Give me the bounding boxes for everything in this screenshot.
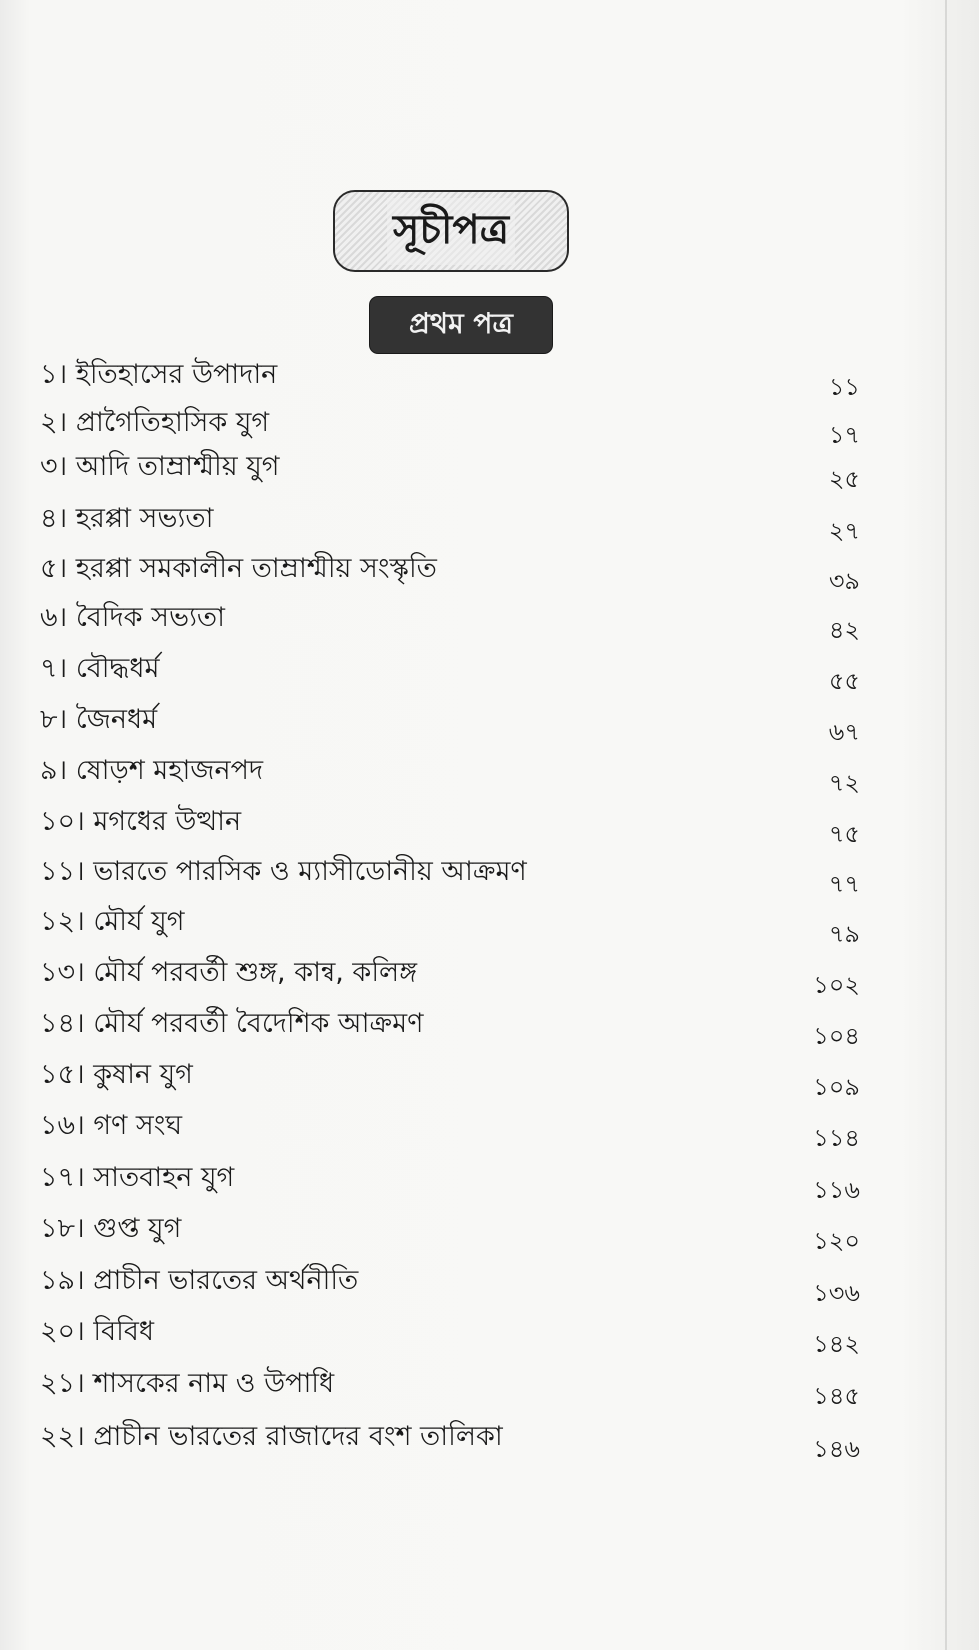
entry-title: মৌর্য পরবর্তী বৈদেশিক আক্রমণ: [93, 1008, 424, 1039]
toc-entry: [40, 852, 860, 898]
entry-title: ইতিহাসের উপাদান: [75, 359, 278, 390]
entry-title: ভারতে পারসিক ও ম্যাসীডোনীয় আক্রমণ: [93, 856, 527, 887]
page-title: সূচীপত্র: [387, 198, 515, 265]
entry-number: ৯।: [40, 755, 68, 786]
entry-number: ১০।: [40, 806, 85, 837]
entry-page: ১১৪: [813, 1124, 860, 1152]
entry-number: ১৭।: [40, 1162, 85, 1193]
entry-page: ১৪৬: [813, 1435, 860, 1463]
toc-entry: [40, 751, 860, 797]
entry-page: ১৭: [828, 421, 860, 449]
entry-number: ১৯।: [40, 1265, 85, 1296]
entry-page: ১৩৬: [813, 1279, 860, 1307]
entry-number: ১৩।: [40, 957, 85, 988]
entry-number: ১১।: [40, 856, 85, 887]
entry-number: ৫।: [40, 553, 68, 584]
entry-page: ২৭: [828, 517, 860, 545]
entry-title: সাতবাহন যুগ: [93, 1162, 235, 1193]
toc-entry: [40, 1004, 860, 1050]
toc-entry: [40, 700, 860, 746]
entry-title: জৈনধর্ম: [75, 704, 158, 735]
entry-title: বিবিধ: [93, 1316, 155, 1347]
toc-entry: [40, 447, 860, 493]
entry-page: ৫৫: [828, 667, 860, 695]
entry-title: প্রাগৈতিহাসিক যুগ: [75, 407, 270, 438]
toc-entry: [40, 649, 860, 695]
entry-page: ৭৫: [828, 820, 860, 848]
entry-number: ৮।: [40, 704, 68, 735]
toc-entry: [40, 403, 860, 449]
entry-page: ৭৯: [828, 920, 860, 948]
toc-entry: [40, 549, 860, 595]
entry-title: মগধের উত্থান: [93, 806, 242, 837]
entry-title: আদি তাম্রাশ্মীয় যুগ: [75, 451, 280, 482]
entry-title: শাসকের নাম ও উপাধি: [93, 1368, 335, 1399]
toc-entry: [40, 355, 860, 401]
toc-entry: [40, 499, 860, 545]
entry-number: ১৫।: [40, 1059, 85, 1090]
entry-page: ১০২: [813, 971, 860, 999]
entry-page: ৩৯: [828, 567, 860, 595]
toc-entry: [40, 1055, 860, 1101]
entry-number: ১৪।: [40, 1008, 85, 1039]
entry-number: ২১।: [40, 1368, 85, 1399]
entry-title: হরপ্পা সভ্যতা: [75, 503, 214, 534]
entry-title: বৌদ্ধধর্ম: [75, 653, 160, 684]
entry-title: ষোড়শ মহাজনপদ: [75, 755, 264, 786]
entry-number: ১৬।: [40, 1110, 85, 1141]
entry-page: ১৪২: [813, 1330, 860, 1358]
entry-number: ২০।: [40, 1316, 85, 1347]
entry-title: গুপ্ত যুগ: [93, 1213, 182, 1244]
entry-page: ১০৪: [813, 1022, 860, 1050]
entry-number: ৬।: [40, 602, 68, 633]
entry-page: ১৪৫: [813, 1382, 860, 1410]
toc-entry: [40, 802, 860, 848]
toc-entry: [40, 1158, 860, 1204]
toc-entry: [40, 953, 860, 999]
entry-page: ১১৬: [813, 1176, 860, 1204]
entry-number: ৭।: [40, 653, 68, 684]
entry-title: কুষান যুগ: [93, 1059, 193, 1090]
entry-title: বৈদিক সভ্যতা: [75, 602, 226, 633]
entry-page: ২৫: [828, 465, 860, 493]
entry-number: ২২।: [40, 1421, 85, 1452]
toc-entry: [40, 1261, 860, 1307]
entry-page: ১২০: [813, 1227, 860, 1255]
toc-entry: [40, 1106, 860, 1152]
entry-number: ১৮।: [40, 1213, 85, 1244]
entry-title: গণ সংঘ: [93, 1110, 183, 1141]
toc-entry: [40, 1417, 860, 1463]
toc-entry: [40, 1312, 860, 1358]
entry-page: ১১: [828, 373, 860, 401]
toc-entry: [40, 598, 860, 644]
toc-entry: [40, 1209, 860, 1255]
entry-page: ৭৭: [828, 870, 860, 898]
entry-page: ৪২: [828, 616, 860, 644]
entry-title: মৌর্য যুগ: [93, 906, 185, 937]
entry-title: প্রাচীন ভারতের অর্থনীতি: [93, 1265, 359, 1296]
entry-page: ৬৭: [828, 718, 860, 746]
entry-title: প্রাচীন ভারতের রাজাদের বংশ তালিকা: [93, 1421, 503, 1452]
section-title: প্রথম পত্র: [409, 306, 513, 340]
entry-page: ১০৯: [813, 1073, 860, 1101]
entry-number: ৩।: [40, 451, 68, 482]
entry-title: হরপ্পা সমকালীন তাম্রাশ্মীয় সংস্কৃতি: [75, 553, 437, 584]
entry-number: ১।: [40, 359, 68, 390]
toc-entry: [40, 1364, 860, 1410]
entry-number: ২।: [40, 407, 68, 438]
toc-entry: [40, 902, 860, 948]
entry-number: ১২।: [40, 906, 85, 937]
entry-page: ৭২: [828, 769, 860, 797]
entry-number: ৪।: [40, 503, 68, 534]
entry-title: মৌর্য পরবর্তী শুঙ্গ, কান্ব, কলিঙ্গ: [93, 957, 418, 988]
